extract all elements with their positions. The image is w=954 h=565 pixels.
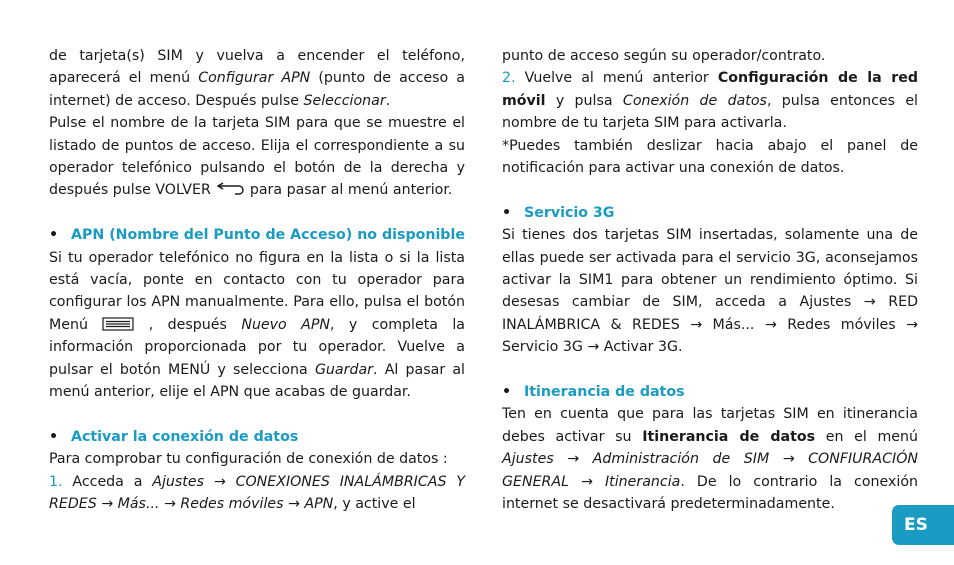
paragraph-check-config: Para comprobar tu configuración de conexión de datos : [49,451,448,468]
paragraph-step-1: 1. Acceda a Ajustes → CONEXIONES INALÁMBRICAS Y REDES → Más... → Redes móviles → APN, y active el [49,473,465,513]
back-arrow-icon [215,182,245,196]
paragraph-sim-select: Pulse el nombre de la tarjeta SIM para que se muestre el listado de puntos de acceso. Elija el correspondiente a su operador telefónico pulsando el botón de la derecha y después pulse VOLVER para pasar al menú anterior. [49,115,465,199]
paragraph-notification-tip: *Puedes también deslizar hacia abajo el panel de notificación para activar una conexión de datos. [502,137,918,177]
language-badge: ES [892,505,954,545]
heading-apn-unavailable: • APN (Nombre del Punto de Acceso) no disponible [49,227,465,244]
heading-3g-service: • Servicio 3G [502,204,615,221]
paragraph-step-2: 2. Vuelve al menú anterior Configuración de la red móvil y pulsa Conexión de datos, pulsa entonces el nombre de tu tarjeta SIM para activarla. [502,70,918,132]
heading-roaming: • Itinerancia de datos [502,384,685,401]
paragraph-apn-manual: Si tu operador telefónico no figura en la lista o si la lista está vacía, ponte en contacto con tu operador para configurar los APN manualmente. Para ello, pulsa el botón Menú , después Nuevo APN, y completa la información proporcionada por tu operador. Vuelve a pulsar el botón MENÚ y selecciona Guardar. Al pasar al menú anterior, elije el APN que acabas de guardar. [49,249,465,401]
left-column [49,45,465,516]
heading-activate-data: • Activar la conexión de datos [49,428,299,445]
right-column [502,45,918,516]
paragraph-apn-setup: de tarjeta(s) SIM y vuelva a encender el teléfono, aparecerá el menú Configurar APN (punto de acceso a internet) de acceso. Después pulse Seleccionar. [49,48,465,109]
paragraph-access-point: punto de acceso según su operador/contrato. [502,48,826,64]
menu-icon [102,317,134,331]
paragraph-3g: Si tienes dos tarjetas SIM insertadas, solamente una de ellas puede ser activada para el servicio 3G, aconsejamos activar la SIM1 para obtener un rendimiento óptimo. Si desesas cambiar de SIM, acceda a Ajustes → RED INALÁMBRICA & REDES → Más... → Redes móviles → Servicio 3G → Activar 3G. [502,227,918,356]
paragraph-roaming: Ten en cuenta que para las tarjetas SIM en itinerancia debes activar su Itinerancia de datos en el menú Ajustes → Administración de SIM → CONFIURACIÓN GENERAL → Itinerancia. De lo contrario la conexión internet se desactivará predeterminadamente. [502,406,918,513]
